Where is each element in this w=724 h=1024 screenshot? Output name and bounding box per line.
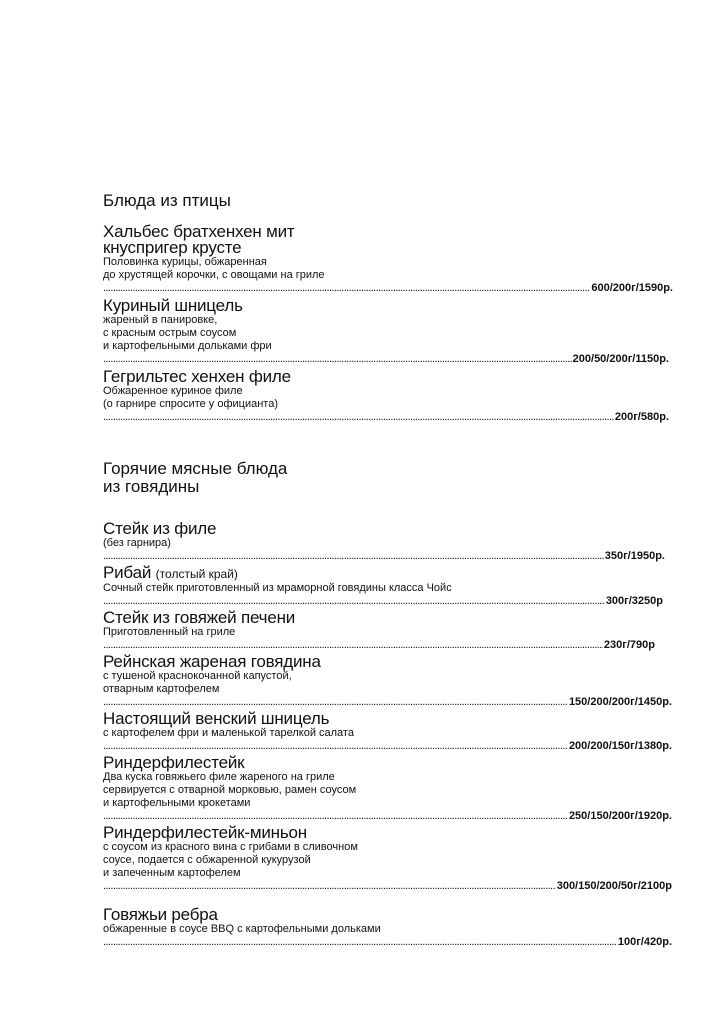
item-description: с соусом из красного вина с грибами в сливочном	[103, 841, 358, 853]
menu-item	[103, 224, 673, 295]
item-name-text: Рибай	[103, 563, 152, 582]
section-beef	[103, 460, 673, 949]
item-price: 250/150/200г/1920р.	[568, 810, 672, 822]
item-description: сервируется с отварной морковью, рамен соусом	[103, 784, 357, 796]
item-description: Сочный стейк приготовленный из мраморной говядины класса Чойс	[103, 582, 452, 594]
section-title: Блюда из птицы	[103, 191, 231, 210]
item-description: обжаренные в соусе BBQ с картофельными дольками	[103, 923, 381, 935]
item-description: Приготовленный на гриле	[103, 626, 236, 638]
item-description: и картофельными дольками фри	[103, 340, 272, 352]
item-description: (без гарнира)	[103, 537, 171, 549]
item-price: 100г/420р.	[617, 936, 672, 948]
menu-item	[103, 521, 673, 563]
price-line	[103, 810, 672, 823]
price-line	[103, 936, 672, 949]
item-price: 230г/790р	[603, 639, 655, 651]
item-price: 350г/1950р.	[604, 550, 665, 562]
dot-leader	[103, 595, 605, 608]
section-poultry	[103, 192, 673, 424]
item-price: 150/200/200г/1450р.	[568, 696, 672, 708]
item-name: Говяжьи ребра	[103, 905, 218, 924]
menu-item	[103, 825, 673, 893]
item-name: Хальбес братхенхен мит	[103, 222, 295, 241]
menu-item	[103, 298, 673, 366]
item-name: кнуспригер крусте	[103, 238, 242, 257]
item-price: 300/150/200/50г/2100р	[556, 880, 672, 892]
dot-leader	[103, 550, 604, 563]
item-price: 200/50/200г/1150р.	[572, 353, 669, 365]
price-line	[103, 740, 672, 753]
item-description: с тушеной краснокочанной капустой,	[103, 670, 292, 682]
item-description: Половинка курицы, обжаренная	[103, 256, 267, 268]
menu-item	[103, 711, 673, 753]
item-description: соусе, подается с обжаренной кукурузой	[103, 854, 311, 866]
price-line	[103, 353, 669, 366]
item-name-note: (толстый край)	[155, 567, 238, 581]
item-description: Обжаренное куриное филе	[103, 385, 243, 397]
section-title: из говядины	[103, 477, 200, 496]
item-price: 600/200г/1590р.	[591, 282, 673, 294]
dot-leader	[103, 411, 614, 424]
item-name: Стейк из филе	[103, 519, 217, 538]
item-name: Гегрильтес хенхен филе	[103, 367, 291, 386]
price-line	[103, 550, 665, 563]
price-line	[103, 595, 663, 608]
item-name: Настоящий венский шницель	[103, 709, 330, 728]
item-name	[103, 565, 673, 582]
price-line	[103, 639, 655, 652]
menu-item	[103, 907, 673, 949]
item-name: Куриный шницель	[103, 296, 243, 315]
item-price: 200г/580р.	[614, 411, 669, 423]
dot-leader	[103, 696, 568, 709]
item-name: Риндерфилестейк	[103, 753, 245, 772]
item-description: и запеченным картофелем	[103, 867, 241, 879]
dot-leader	[103, 880, 556, 893]
dot-leader	[103, 740, 568, 753]
menu-item	[103, 654, 673, 709]
item-description: с красным острым соусом	[103, 327, 237, 339]
dot-leader	[103, 810, 568, 823]
menu-item	[103, 565, 673, 608]
item-price: 300г/3250р	[605, 595, 663, 607]
item-description: отварным картофелем	[103, 683, 220, 695]
menu-item	[103, 610, 673, 652]
dot-leader	[103, 353, 572, 366]
item-description: до хрустящей корочки, с овощами на гриле	[103, 269, 325, 281]
price-line	[103, 696, 672, 709]
price-line	[103, 282, 673, 295]
item-description: и картофельными крокетами	[103, 797, 251, 809]
dot-leader	[103, 936, 617, 949]
item-name: Стейк из говяжей печени	[103, 608, 296, 627]
item-description: Два куска говяжьего филе жареного на гриле	[103, 771, 335, 783]
dot-leader	[103, 639, 603, 652]
item-name: Рейнская жареная говядина	[103, 652, 321, 671]
section-title: Горячие мясные блюда	[103, 459, 288, 478]
item-description: (о гарнире спросите у официанта)	[103, 398, 278, 410]
dot-leader	[103, 282, 590, 295]
menu-item	[103, 755, 673, 823]
menu-item	[103, 369, 673, 424]
price-line	[103, 411, 669, 424]
price-line	[103, 880, 672, 893]
item-name: Риндерфилестейк-миньон	[103, 823, 307, 842]
item-description: жареный в панировке,	[103, 314, 218, 326]
item-price: 200/200/150г/1380р.	[568, 740, 672, 752]
item-description: с картофелем фри и маленькой тарелкой салата	[103, 727, 354, 739]
